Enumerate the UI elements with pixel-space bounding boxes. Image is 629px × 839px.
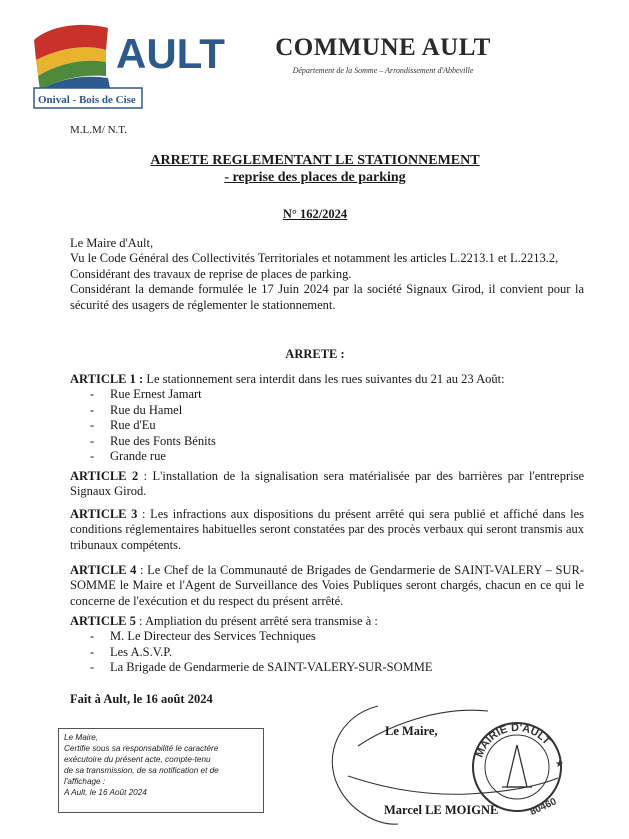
stamp-text: MAIRIE D'AULT [473,721,553,760]
arrete-heading: ARRETE : [285,347,345,361]
notice-line: l'affichage : [64,777,106,786]
article-5 [70,614,584,676]
article-4 [70,563,584,609]
list-item: - Rue du Hamel [70,403,584,418]
article-2-label: ARTICLE 2 [70,469,139,483]
notice-line: A Ault, le 16 Août 2024 [64,788,147,797]
svg-text:MAIRIE D'AULT [473,722,552,759]
title-line-2: - reprise des places de parking [224,170,406,185]
list-item: - La Brigade de Gendarmerie de SAINT-VALERY-SUR-SOMME [70,660,584,675]
recipient-list [70,629,584,675]
ault-logo [30,18,225,114]
article-2 [70,469,584,500]
star-icon: ★ [555,759,564,770]
reference-initials: M.L.M/ N.T. [70,124,127,136]
article-2-text: : L'installation de la signalisation sera matérialisée par des barrières par l'entreprise Signaux Girod. [70,469,584,499]
preamble-line: Vu le Code Général des Collectivités Territoriales et notamment les articles L.2213.1 et L.2213.2, [70,251,559,266]
list-item: - Rue des Fonts Bénits [70,434,584,449]
commune-subtitle: Département de la Somme – Arrondissement d'Abbeville [292,66,474,75]
preamble [70,236,584,313]
notice-line: exécutoire du présent acte, compte-tenu [64,755,211,764]
list-item: - Rue d'Eu [70,418,584,433]
preamble-line: Le Maire d'Ault, [70,236,154,250]
article-5-label: ARTICLE 5 [70,614,136,628]
commune-title: COMMUNE AULT [275,34,491,61]
article-5-text: : Ampliation du présent arrêté sera transmise à : [135,614,378,628]
logo-text: AULT [116,30,225,77]
lighthouse-icon [507,745,527,787]
mayor-name: Marcel LE MOIGNE [384,803,499,817]
article-3-text: : Les infractions aux dispositions du présent arrêté qui sera publié et affiché dans les conditions réglementaires habituelles seront constatées par des procès verbaux qui seront transmis aux tribunaux compétents. [70,507,584,552]
stamp-code: 80460 [528,796,559,818]
street-list [70,387,584,464]
logo-subtitle: Onival - Bois de Cise [38,94,136,106]
title-line-1: ARRETE REGLEMENTANT LE STATIONNEMENT [150,153,480,168]
article-1 [70,372,584,464]
document-title [60,152,570,186]
list-item: - Grande rue [70,449,584,464]
article-4-text: : Le Chef de la Communauté de Brigades de Gendarmerie de SAINT-VALERY – SUR-SOMME le Maire et l'Agent de Surveillance des Voies Publiques seront chargés, chacun en ce qui le concerne de l'exécution et du respect du présent arrêté. [70,563,584,608]
executory-notice-box [58,728,264,813]
preamble-line: Considérant des travaux de reprise de places de parking. [70,266,352,281]
notice-line: Le Maire, [64,733,99,742]
list-item: - Les A.S.V.P. [70,645,584,660]
article-3 [70,507,584,553]
mayor-title: Le Maire, [385,724,438,738]
article-1-label: ARTICLE 1 : [70,372,144,386]
arrete-number: N° 162/2024 [282,207,348,221]
article-1-text: Le stationnement sera interdit dans les rues suivantes du 21 au 23 Août: [143,372,505,386]
done-at: Fait à Ault, le 16 août 2024 [70,692,213,706]
notice-line: Certifie sous sa responsabilité le caractère [64,744,219,753]
list-item: - M. Le Directeur des Services Techniques [70,629,584,644]
preamble-line: Considérant la demande formulée le 17 Juin 2024 par la société Signaux Girod, il convient pour la sécurité des usagers de réglementer le stationnement. [70,282,584,312]
article-4-label: ARTICLE 4 [70,563,137,577]
list-item: - Rue Ernest Jamart [70,387,584,402]
article-3-label: ARTICLE 3 [70,507,138,521]
notice-line: de sa transmission, de sa notification et de [64,766,219,775]
